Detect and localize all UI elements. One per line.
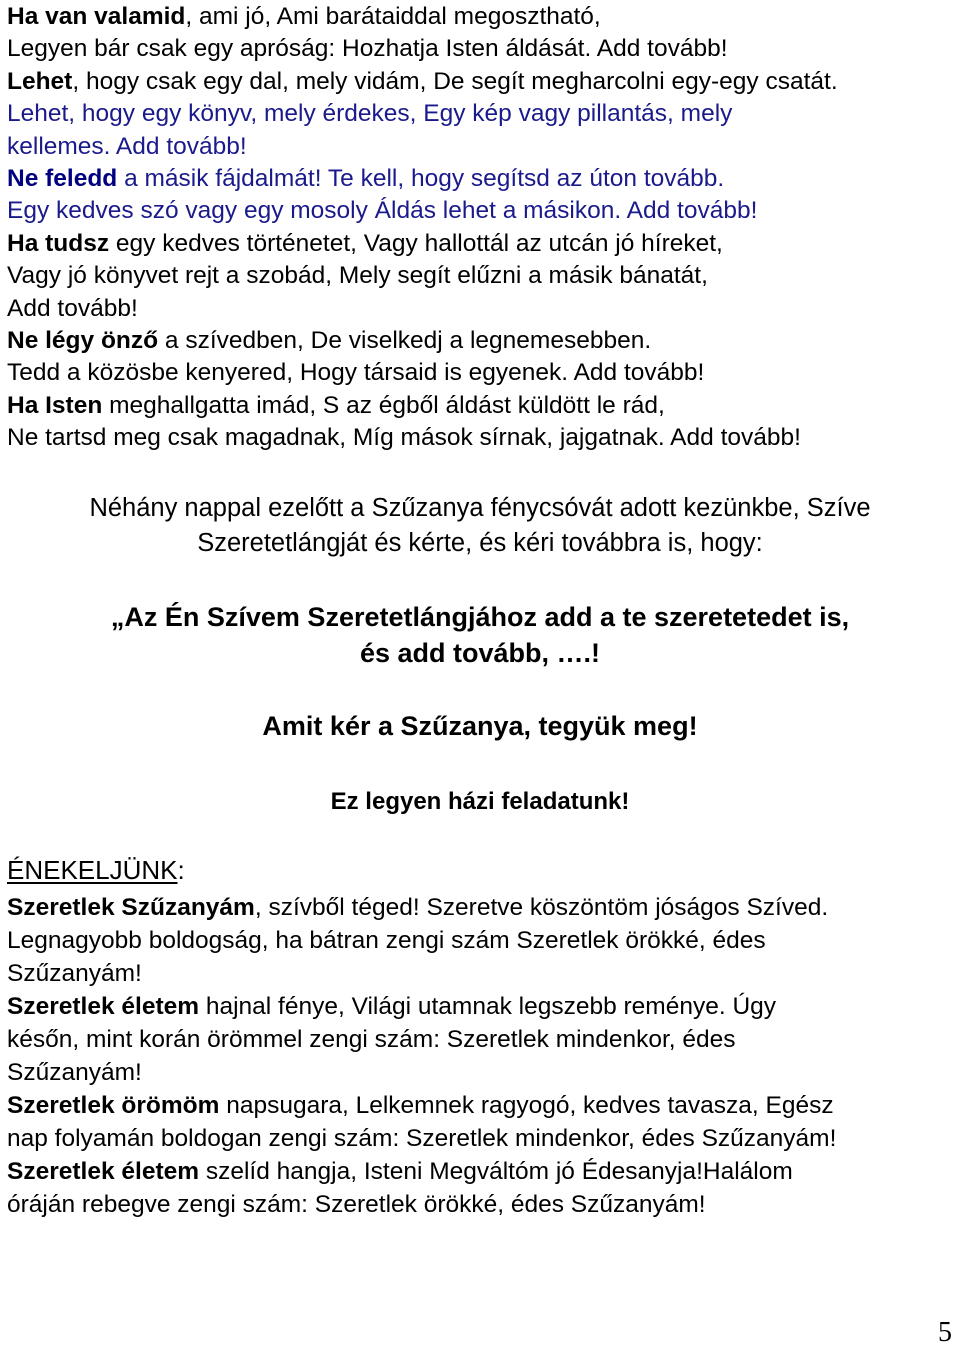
poem-bold-phrase: Lehet (7, 67, 73, 95)
quote-line: és add tovább, ….! (359, 638, 601, 668)
poem-text: , ami jó, Ami barátaiddal megosztható, (185, 3, 601, 30)
song-bold-phrase: Szeretlek Szűzanyám (7, 894, 255, 921)
song-text: későn, mint korán örömmel zengi szám: Szeretlek mindenkor, édes (7, 1026, 736, 1053)
quote-block (0, 599, 960, 671)
song-line (7, 1155, 952, 1188)
poem-line (7, 325, 952, 357)
poem-text: Ne tartsd meg csak magadnak, Míg mások sírnak, jajgatnak. Add tovább! (7, 424, 801, 452)
poem-line (7, 163, 952, 195)
song-text: Legnagyobb boldogság, ha bátran zengi szám Szeretlek örökké, édes (7, 927, 766, 954)
heading-colon: : (177, 855, 185, 885)
poem-bold-phrase: Ha Isten (7, 391, 103, 419)
page-number: 5 (938, 1317, 952, 1348)
poem-text: a másik fájdalmát! Te kell, hogy segítsd az úton tovább. (117, 165, 725, 193)
poem-line (7, 357, 952, 389)
song-text: , szívből téged! Szeretve köszöntöm jóságos Szíved. (254, 894, 829, 921)
poem-text: , hogy csak egy dal, mely vidám, De segít megharcolni egy-egy csatát. (72, 67, 838, 95)
song-line (7, 957, 952, 990)
poem-line (7, 293, 952, 325)
poem-bold-phrase: Ne légy önző (7, 327, 159, 355)
song-text: óráján rebegve zengi szám: Szeretlek örökké, édes Szűzanyám! (7, 1191, 706, 1218)
song-bold-phrase: Szeretlek örömöm (7, 1092, 220, 1119)
song-text: szelíd hangja, Isteni Megváltóm jó Édesanyja!Halálom (199, 1158, 793, 1185)
lead-line: Néhány nappal ezelőtt a Szűzanya fénycsóvát adott kezünkbe, Szíve (89, 494, 871, 522)
poem-bold-phrase: Ne feledd (7, 165, 118, 193)
song-line (7, 891, 952, 924)
poem-line (7, 422, 952, 454)
poem-bold-phrase: Ha van valamid (7, 3, 186, 30)
poem-line (7, 66, 952, 98)
poem-line (7, 131, 952, 163)
poem-text: Egy kedves szó vagy egy mosoly Áldás lehet a másikon. Add tovább! (7, 197, 758, 225)
song-lyrics (7, 891, 952, 1221)
poem-section (7, 1, 952, 455)
song-line (7, 1122, 952, 1155)
poem-bold-phrase: Ha tudsz (7, 229, 110, 257)
song-text: nap folyamán boldogan zengi szám: Szeretlek mindenkor, édes Szűzanyám! (7, 1125, 837, 1152)
quote-line: „Az Én Szívem Szeretetlángjához add a te szeretetedet is, (110, 602, 850, 632)
song-text: Szűzanyám! (7, 960, 142, 987)
poem-text: Vagy jó könyvet rejt a szobád, Mely segít elűzni a másik bánatát, (7, 262, 708, 290)
poem-line (7, 390, 952, 422)
song-text: Szűzanyám! (7, 1059, 142, 1086)
poem-line (7, 260, 952, 292)
poem-text: Lehet, hogy egy könyv, mely érdekes, Egy kép vagy pillantás, mely (7, 100, 733, 128)
poem-text: Legyen bár csak egy apróság: Hozhatja Isten áldását. Add tovább! (7, 35, 728, 63)
song-bold-phrase: Szeretlek életem (7, 1158, 200, 1185)
song-line (7, 1023, 952, 1056)
poem-text: kellemes. Add tovább! (7, 132, 247, 160)
lead-paragraph (0, 491, 960, 561)
song-line (7, 924, 952, 957)
poem-line (7, 228, 952, 260)
poem-text: a szívedben, De viselkedj a legnemesebben. (158, 327, 652, 355)
request-line: Amit kér a Szűzanya, tegyük meg! (262, 711, 698, 741)
heading-underlined-text: ÉNEKELJÜNK (7, 855, 178, 885)
poem-line (7, 1, 952, 33)
section-heading (7, 853, 185, 887)
song-line (7, 1056, 952, 1089)
poem-line (7, 98, 952, 130)
poem-line (7, 33, 952, 65)
poem-line (7, 195, 952, 227)
poem-text: Tedd a közösbe kenyered, Hogy társaid is egyenek. Add tovább! (7, 359, 705, 387)
poem-text: meghallgatta imád, S az égből áldást küldött le rád, (102, 391, 665, 419)
song-line (7, 990, 952, 1023)
poem-text: Add tovább! (7, 294, 138, 322)
song-text: hajnal fénye, Világi utamnak legszebb reménye. Úgy (199, 993, 777, 1020)
song-line (7, 1089, 952, 1122)
poem-text: egy kedves történetet, Vagy hallottál az utcán jó híreket, (109, 229, 723, 257)
homework-line: Ez legyen házi feladatunk! (330, 788, 630, 815)
lead-line: Szeretetlángját és kérte, és kéri továbbra is, hogy: (197, 529, 763, 557)
song-line (7, 1188, 952, 1221)
song-bold-phrase: Szeretlek életem (7, 993, 200, 1020)
song-text: napsugara, Lelkemnek ragyogó, kedves tavasza, Egész (219, 1092, 834, 1119)
